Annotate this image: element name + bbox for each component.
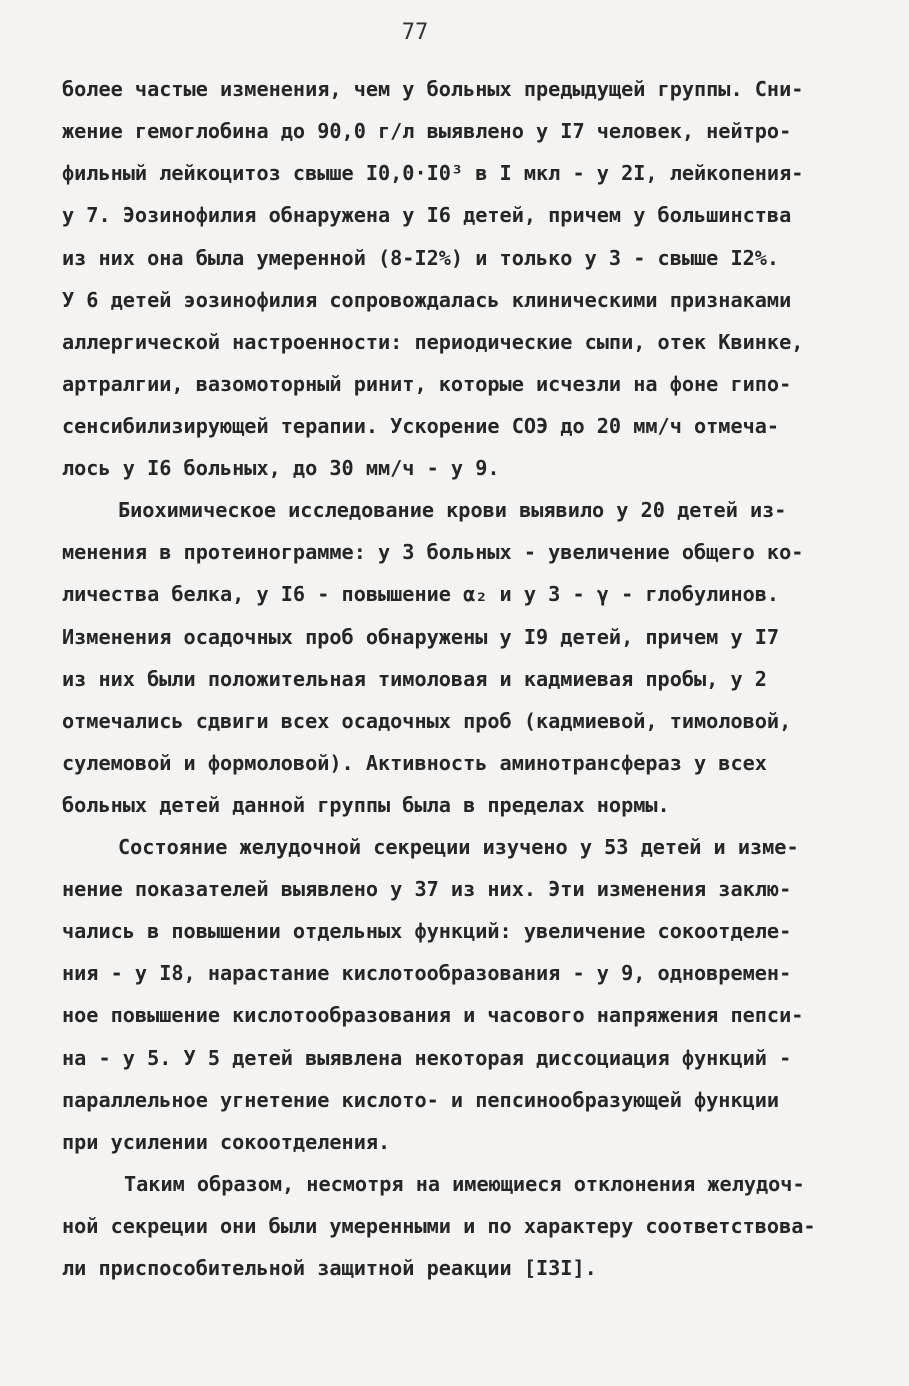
text-line: на - у 5. У 5 детей выявлена некоторая диссоциация функций - bbox=[62, 1046, 792, 1070]
text-line: при усилении сокоотделения. bbox=[62, 1130, 391, 1154]
text-line: личества белка, у I6 - повышение α₂ и у 3 - γ - глобулинов. bbox=[62, 582, 780, 606]
text-line: жение гемоглобина до 90,0 г/л выявлено у I7 человек, нейтро- bbox=[62, 119, 792, 143]
text-line: ное повышение кислотообразования и часового напряжения пепси- bbox=[62, 1003, 804, 1027]
text-line: из них она была умеренной (8-I2%) и только у 3 - свыше I2%. bbox=[62, 246, 780, 270]
page-number: 77 bbox=[401, 20, 429, 45]
text-line: ной секреции они были умеренными и по характеру соответствова- bbox=[62, 1214, 816, 1238]
text-line: Биохимическое исследование крови выявило у 20 детей из- bbox=[118, 498, 787, 522]
text-line: сенсибилизирующей терапии. Ускорение СОЭ до 20 мм/ч отмеча- bbox=[62, 414, 780, 438]
text-line: более частые изменения, чем у больных предыдущей группы. Сни- bbox=[62, 77, 804, 101]
text-line: параллельное угнетение кислото- и пепсинообразующей функции bbox=[62, 1088, 780, 1112]
text-line: фильный лейкоцитоз свыше I0,0·I0³ в I мкл - у 2I, лейкопения- bbox=[62, 161, 804, 185]
text-line: чались в повышении отдельных функций: увеличение сокоотделе- bbox=[62, 919, 792, 943]
text-line: у 7. Эозинофилия обнаружена у I6 детей, причем у большинства bbox=[62, 203, 792, 227]
text-line: менения в протеинограмме: у 3 больных - увеличение общего ко- bbox=[62, 540, 804, 564]
text-line: аллергической настроенности: периодические сыпи, отек Квинке, bbox=[62, 330, 804, 354]
text-line: артралгии, вазомоторный ринит, которые исчезли на фоне гипо- bbox=[62, 372, 792, 396]
text-line: У 6 детей эозинофилия сопровождалась клиническими признаками bbox=[62, 288, 792, 312]
text-line: ния - у I8, нарастание кислотообразования - у 9, одновремен- bbox=[62, 961, 792, 985]
text-line: отмечались сдвиги всех осадочных проб (кадмиевой, тимоловой, bbox=[62, 709, 792, 733]
text-line: Изменения осадочных проб обнаружены у I9 детей, причем у I7 bbox=[62, 625, 780, 649]
text-line: из них были положительная тимоловая и кадмиевая пробы, у 2 bbox=[62, 667, 767, 691]
text-line: больных детей данной группы была в пределах нормы. bbox=[62, 793, 670, 817]
text-line: сулемовой и формоловой). Активность аминотрансфераз у всех bbox=[62, 751, 767, 775]
text-line: лось у I6 больных, до 30 мм/ч - у 9. bbox=[62, 456, 500, 480]
text-line: Таким образом, несмотря на имеющиеся отклонения желудоч- bbox=[124, 1172, 805, 1196]
text-line: Состояние желудочной секреции изучено у 53 детей и изме- bbox=[118, 835, 799, 859]
text-line: нение показателей выявлено у 37 из них. Эти изменения заклю- bbox=[62, 877, 792, 901]
text-line: ли приспособительной защитной реакции [I3I]. bbox=[62, 1256, 597, 1280]
